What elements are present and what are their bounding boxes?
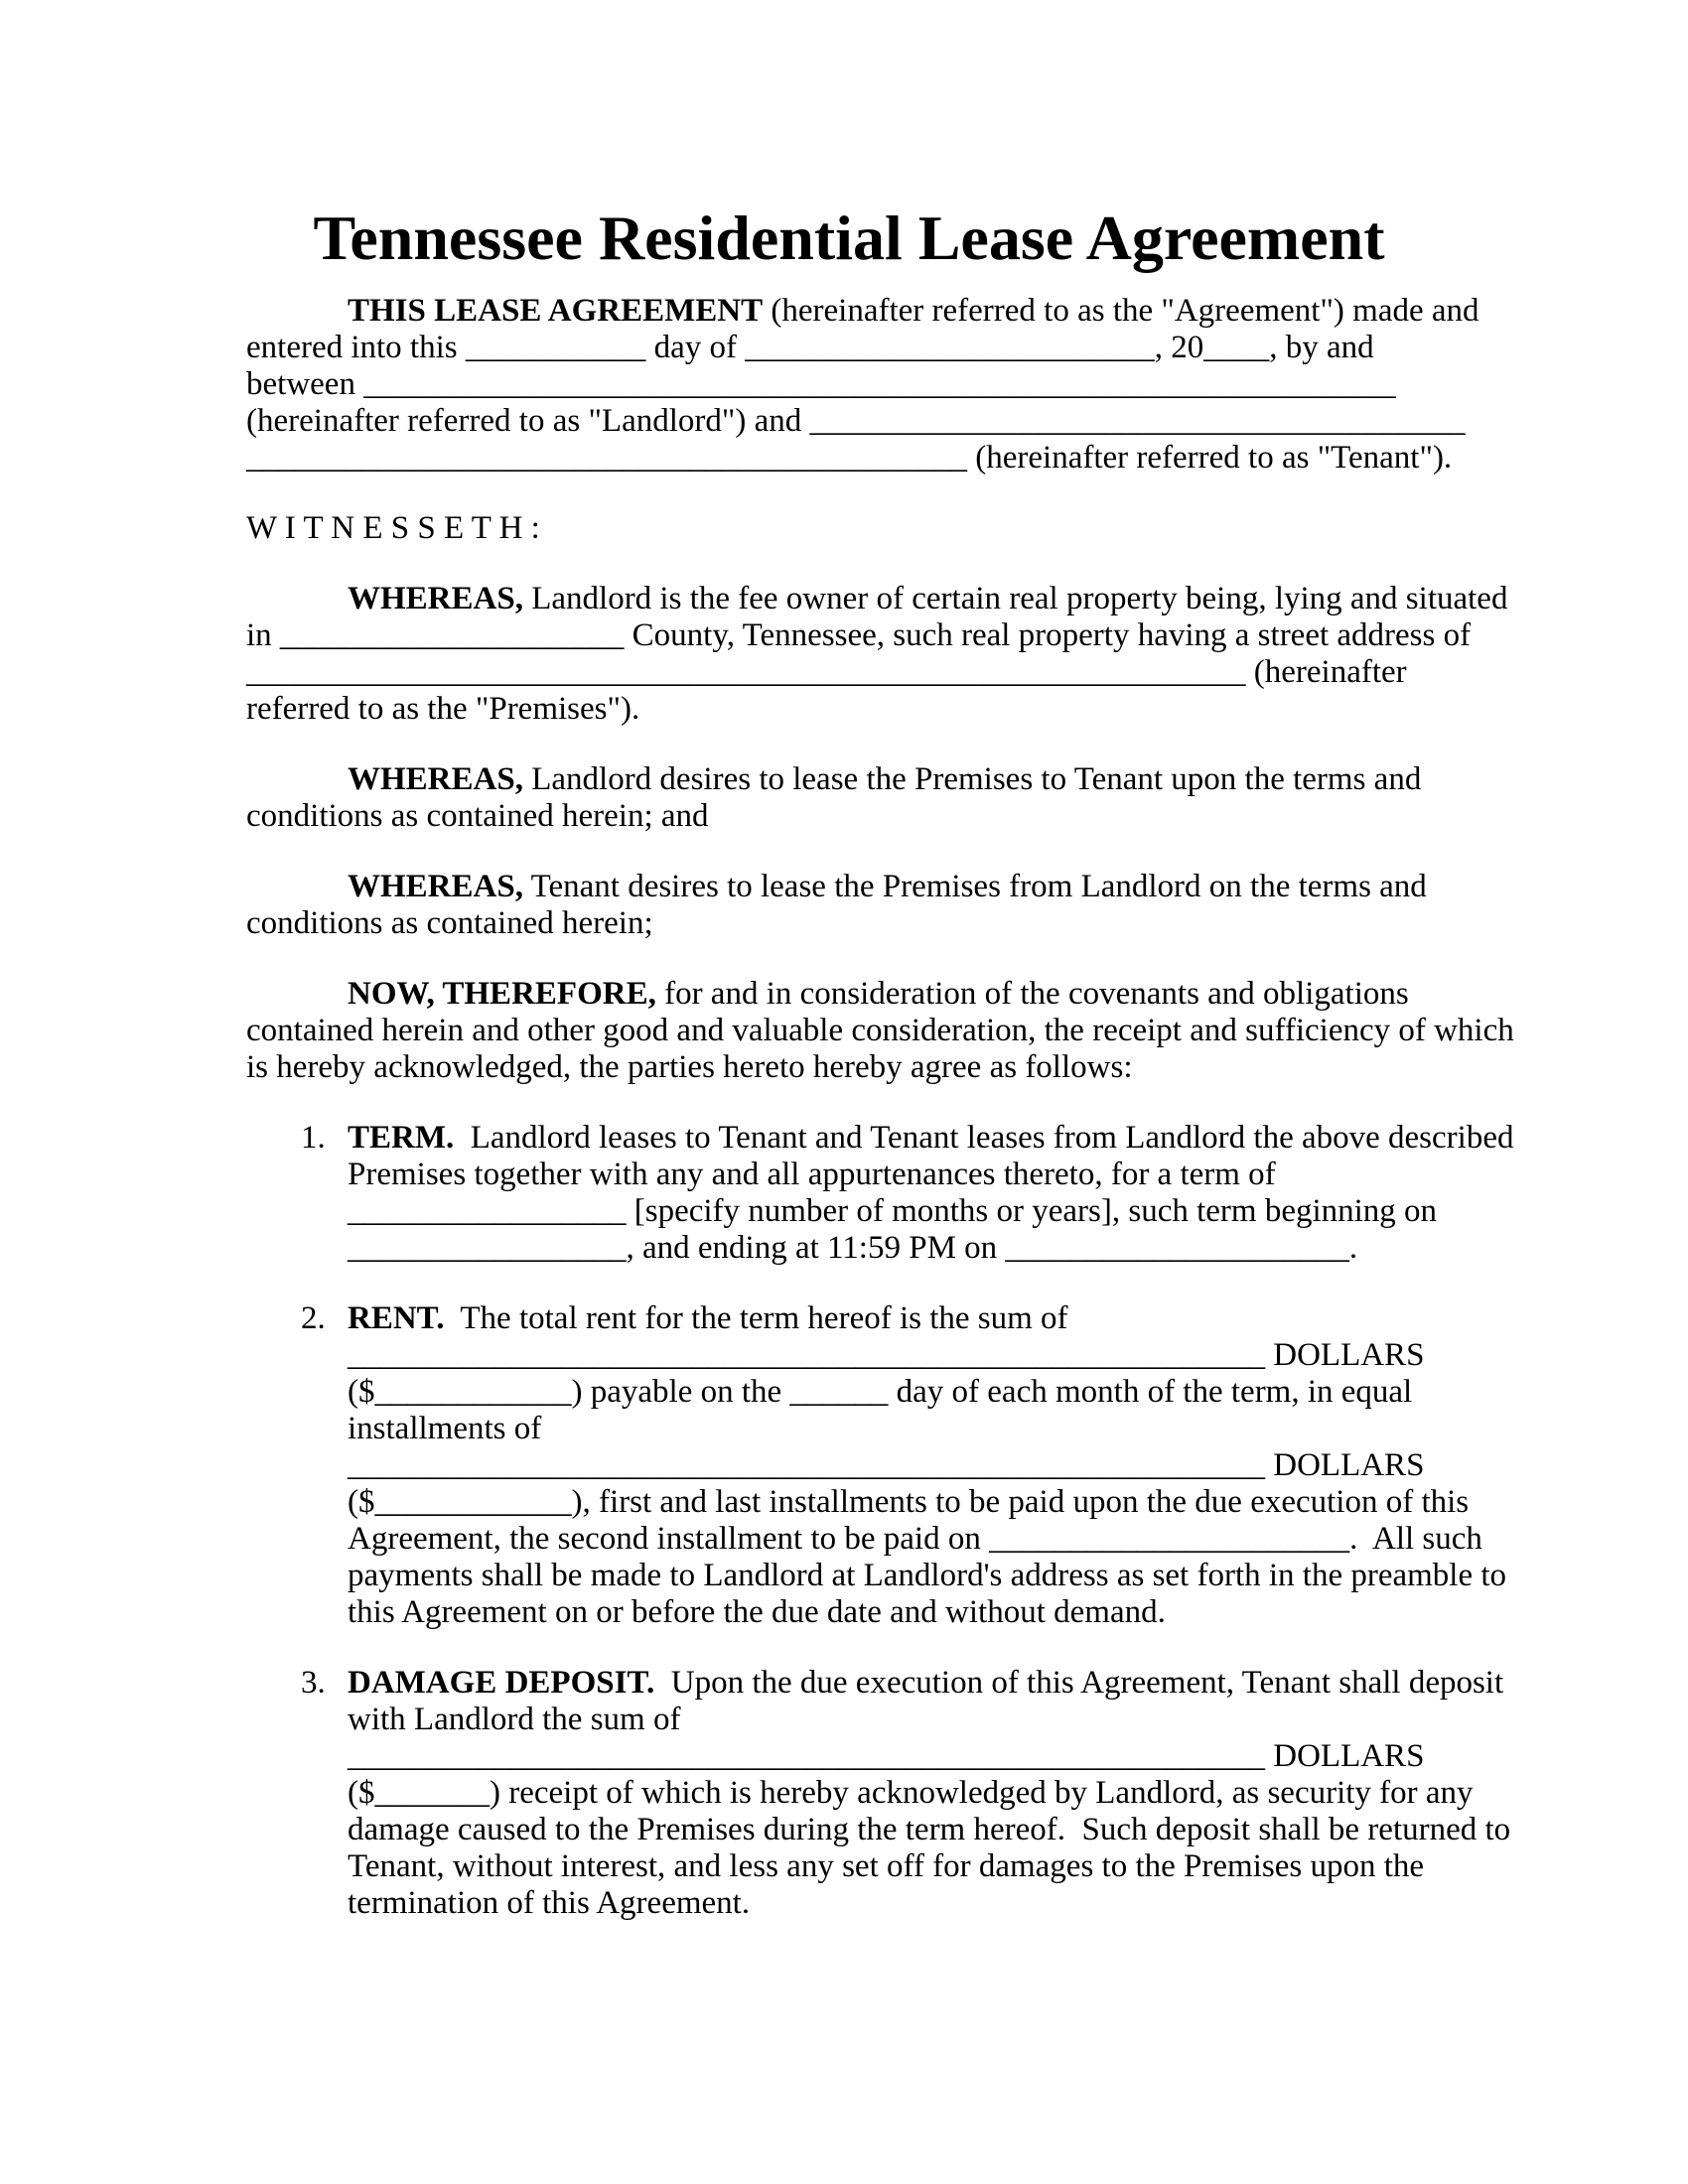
- text-run: ________________________________________________________ DOLLARS: [348, 1447, 1425, 1483]
- document-line: [348, 1594, 1452, 1631]
- document-line: [246, 617, 1472, 654]
- document-line: [348, 1484, 1470, 1521]
- document-line: [246, 976, 1452, 1013]
- document-line: [246, 1013, 1514, 1049]
- document-line: [348, 1848, 1452, 1885]
- text-run: _________________, and ending at 11:59 PM on _____________________.: [348, 1230, 1358, 1266]
- text-run: contained herein and other good and valuable consideration, the receipt and sufficiency of which: [246, 1013, 1514, 1048]
- text-run: this Agreement on or before the due date and without demand.: [348, 1594, 1166, 1630]
- document-line: [246, 869, 1452, 905]
- text-run: referred to as the "Premises").: [246, 691, 640, 727]
- text-run: between _______________________________________________________________: [246, 366, 1396, 402]
- text-run: The total rent for the term hereof is the sum of: [444, 1300, 1068, 1336]
- document-line: [348, 1812, 1511, 1848]
- text-run: W I T N E S S E T H :: [246, 510, 540, 546]
- document-line: [348, 1665, 1504, 1702]
- document-line: [246, 510, 1452, 547]
- text-run: _________________ [specify number of months or years], such term beginning on: [348, 1193, 1438, 1229]
- document-line: [246, 905, 1452, 942]
- text-run: Landlord desires to lease the Premises to Tenant upon the terms and: [522, 761, 1422, 797]
- document-line: [348, 1411, 1452, 1447]
- bold-text-run: WHEREAS,: [348, 869, 523, 904]
- list-item-number: 3.: [301, 1665, 326, 1701]
- text-run: entered into this ___________ day of _________________________, 20____, by and: [246, 330, 1374, 365]
- document-line: [246, 330, 1452, 366]
- text-run: ________________________________________________________ DOLLARS: [348, 1738, 1425, 1774]
- text-run: ($____________), first and last installments to be paid upon the due execution of this: [348, 1484, 1470, 1520]
- bold-text-run: WHEREAS,: [348, 581, 523, 616]
- document-line: [348, 1337, 1452, 1374]
- document-line: [348, 1193, 1452, 1230]
- document-line: [348, 1157, 1452, 1193]
- text-run: Landlord is the fee owner of certain real property being, lying and situated: [522, 581, 1508, 616]
- document-line: [246, 293, 1479, 330]
- paragraph: [246, 581, 1508, 728]
- document-line: [348, 1120, 1514, 1157]
- document-line: [246, 440, 1452, 477]
- list-item-text: [348, 1120, 1514, 1267]
- document-line: [246, 798, 1452, 835]
- text-run: Premises together with any and all appurtenances thereto, for a term of: [348, 1157, 1276, 1192]
- document-line: [246, 654, 1452, 691]
- text-run: in _____________________ County, Tennessee, such real property having a street address of: [246, 617, 1472, 653]
- text-run: payments shall be made to Landlord at Landlord's address as set forth in the preamble to: [348, 1558, 1507, 1593]
- text-run: ($_______) receipt of which is hereby acknowledged by Landlord, as security for any: [348, 1775, 1474, 1811]
- document-title: Tennessee Residential Lease Agreement: [313, 203, 1385, 273]
- text-run: ____________________________________________ (hereinafter referred to as "Tenant").: [246, 440, 1453, 476]
- paragraph: [246, 293, 1479, 477]
- list-item: [246, 1300, 1507, 1631]
- text-run: ($____________) payable on the ______ day of each month of the term, in equal: [348, 1374, 1413, 1410]
- document-line: [348, 1374, 1452, 1411]
- paragraph: [246, 976, 1514, 1086]
- text-run: Tenant desires to lease the Premises from Landlord on the terms and: [522, 869, 1427, 904]
- text-run: damage caused to the Premises during the term hereof. Such deposit shall be returned to: [348, 1812, 1511, 1847]
- list-item: [246, 1120, 1514, 1267]
- bold-text-run: WHEREAS,: [348, 761, 523, 797]
- text-run: Landlord leases to Tenant and Tenant leases from Landlord the above described: [454, 1120, 1514, 1156]
- document-line: [348, 1300, 1452, 1337]
- text-run: for and in consideration of the covenants and obligations: [655, 976, 1409, 1012]
- text-run: Agreement, the second installment to be paid on ______________________. All such: [348, 1521, 1482, 1557]
- text-run: Tenant, without interest, and less any set off for damages to the Premises upon the: [348, 1848, 1425, 1884]
- document-body: [246, 293, 1514, 1922]
- document-line: [348, 1738, 1452, 1775]
- document-line: [348, 1230, 1452, 1267]
- document-line: [348, 1521, 1482, 1558]
- list-item-text: [348, 1665, 1511, 1922]
- document-line: [246, 1049, 1452, 1086]
- bold-text-run: TERM.: [348, 1120, 455, 1156]
- document-line: [348, 1447, 1452, 1484]
- text-run: installments of: [348, 1411, 542, 1446]
- text-run: conditions as contained herein; and: [246, 798, 709, 834]
- document-line: [348, 1558, 1507, 1594]
- document-line: [246, 581, 1508, 617]
- bold-text-run: THIS LEASE AGREEMENT: [348, 293, 764, 329]
- document-line: [348, 1885, 1452, 1922]
- section-heading: [246, 510, 1452, 547]
- list-item: [246, 1665, 1511, 1922]
- list-item-number: 2.: [301, 1300, 326, 1336]
- text-run: conditions as contained herein;: [246, 905, 653, 941]
- document-line: [246, 366, 1452, 403]
- text-run: _____________________________________________________________ (hereinafter: [246, 654, 1407, 690]
- document-line: [246, 403, 1466, 440]
- text-run: ________________________________________________________ DOLLARS: [348, 1337, 1425, 1373]
- text-run: is hereby acknowledged, the parties hereto hereby agree as follows:: [246, 1049, 1133, 1085]
- list-item-number: 1.: [301, 1120, 326, 1156]
- document-line: [246, 691, 1452, 728]
- paragraph: [246, 761, 1452, 835]
- text-run: (hereinafter referred to as "Landlord") and ________________________________________: [246, 403, 1466, 439]
- document-line: [348, 1702, 1452, 1738]
- text-run: (hereinafter referred to as the "Agreement") made and: [763, 293, 1479, 329]
- text-run: with Landlord the sum of: [348, 1702, 681, 1737]
- paragraph: [246, 869, 1452, 942]
- document-line: [246, 761, 1452, 798]
- bold-text-run: RENT.: [348, 1300, 445, 1336]
- text-run: Upon the due execution of this Agreement, Tenant shall deposit: [654, 1665, 1504, 1701]
- text-run: termination of this Agreement.: [348, 1885, 751, 1921]
- document-line: [348, 1775, 1474, 1812]
- bold-text-run: NOW, THEREFORE,: [348, 976, 656, 1012]
- list-item-text: [348, 1300, 1507, 1631]
- bold-text-run: DAMAGE DEPOSIT.: [348, 1665, 655, 1701]
